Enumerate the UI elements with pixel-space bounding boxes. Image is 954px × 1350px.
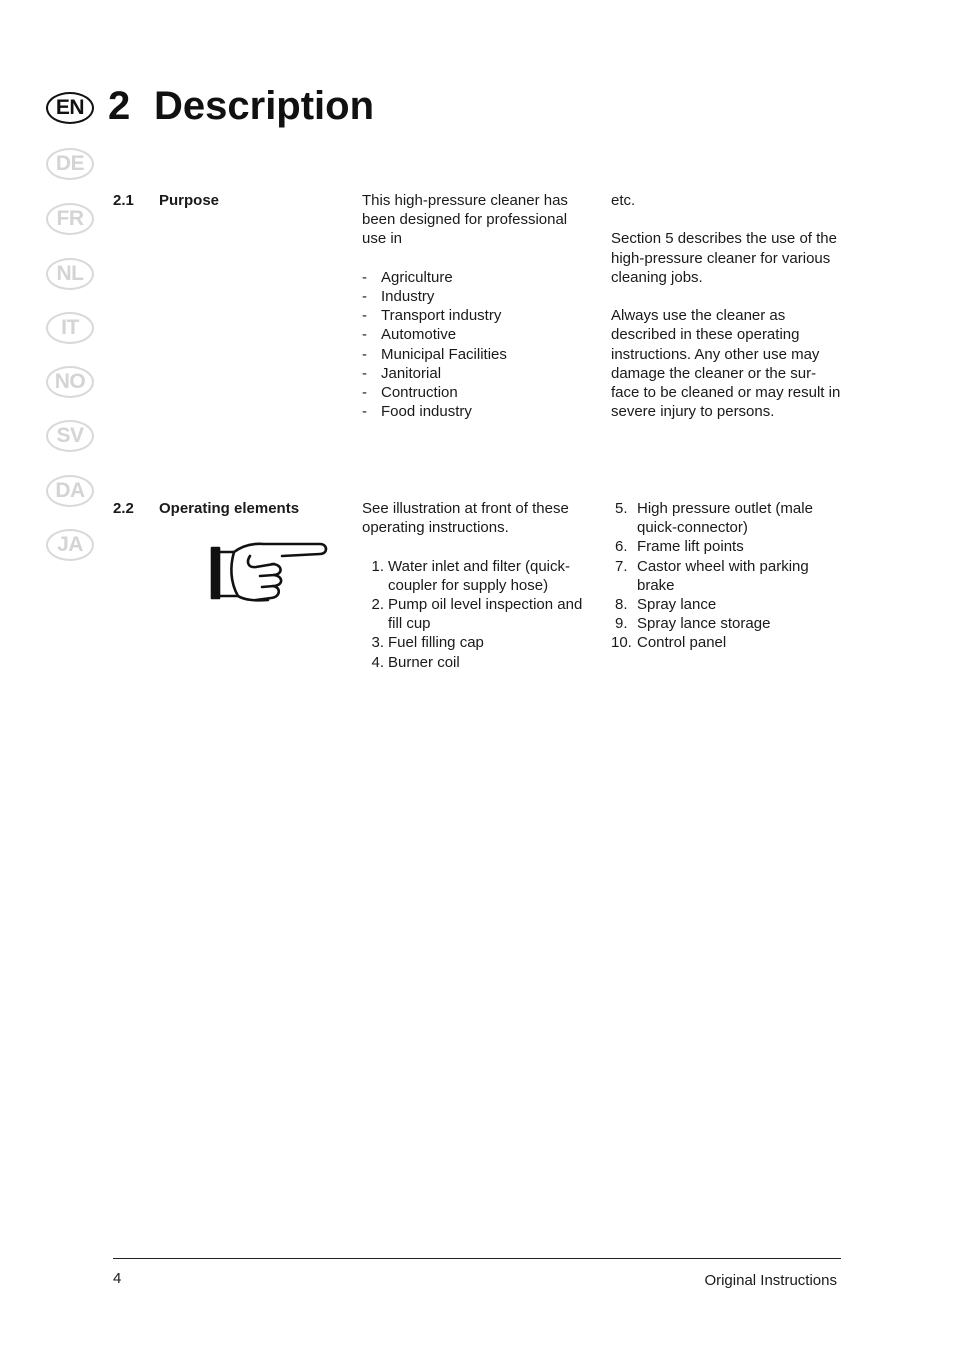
pointing-hand-icon: [210, 540, 332, 604]
list-item-text: Water inlet and filter (quick-coupler for supply hose): [388, 557, 571, 594]
lang-tab-nl[interactable]: NL: [46, 258, 94, 290]
page-title: [108, 84, 374, 129]
footer-text: Original Instructions: [704, 1272, 837, 1289]
list-item: [362, 633, 594, 652]
list-item-number: 5.: [615, 500, 628, 517]
list-item: [611, 633, 843, 652]
section-number: 2.1: [113, 192, 134, 209]
list-item-text: Spray lance storage: [637, 615, 771, 633]
list-item-text: Castor wheel with parking brake: [637, 557, 809, 594]
section-number: 2.2: [113, 500, 134, 517]
chapter-number: 2: [108, 84, 131, 128]
list-item-text: High pressure outlet (male quick-connector): [637, 500, 813, 537]
list-item: - Transport industry: [362, 306, 594, 325]
page-number: 4: [113, 1270, 122, 1287]
purpose-paragraph-section5: Section 5 describes the use of the high-pressure cleaner for various cleaning jobs.: [611, 230, 837, 286]
lang-tab-ja[interactable]: JA: [46, 529, 94, 561]
uses-list: [362, 268, 594, 422]
list-item: - Contruction: [362, 383, 594, 402]
list-item: [611, 595, 843, 614]
footer-divider: [113, 1258, 841, 1259]
list-item-number: 6.: [615, 538, 628, 556]
lang-tab-en[interactable]: EN: [46, 92, 94, 124]
list-item-text: Control panel: [637, 634, 727, 652]
list-item: [611, 537, 843, 556]
list-item-text: Pump oil level inspection and fill cup: [388, 596, 583, 633]
list-item: [362, 595, 594, 633]
list-item: [611, 499, 843, 537]
list-item: - Agriculture: [362, 268, 594, 287]
section-title-operating-elements: Operating elements: [159, 500, 300, 517]
purpose-column-right: [611, 191, 843, 421]
lang-tab-no[interactable]: NO: [46, 366, 94, 398]
operating-elements-list-left: [362, 557, 594, 672]
list-item-text: Fuel filling cap: [388, 634, 484, 652]
list-item-text: Frame lift points: [637, 538, 744, 556]
list-item-number: 8.: [615, 596, 628, 614]
lang-tab-fr[interactable]: FR: [46, 203, 94, 235]
list-item: [362, 653, 594, 672]
list-item-text: Burner coil: [388, 653, 460, 671]
operating-elements-column-right: [611, 499, 843, 653]
list-item: - Automotive: [362, 325, 594, 344]
list-item: - Municipal Facilities: [362, 345, 594, 364]
list-item: - Industry: [362, 287, 594, 306]
list-item-text: Spray lance: [637, 596, 717, 614]
lang-tab-sv[interactable]: SV: [46, 420, 94, 452]
lang-tab-it[interactable]: IT: [46, 312, 94, 344]
operating-elements-list-right: [611, 499, 843, 653]
list-item-number: 2.: [371, 596, 384, 613]
list-item: [362, 557, 594, 595]
list-item: [611, 557, 843, 595]
purpose-intro: This high-pressure cleaner has been designed for professional use in: [362, 192, 568, 248]
list-item: - Janitorial: [362, 364, 594, 383]
lang-tab-da[interactable]: DA: [46, 475, 94, 507]
operating-elements-intro: See illustration at front of these operating instructions.: [362, 500, 569, 537]
list-item-number: 4.: [371, 653, 384, 671]
purpose-etc: etc.: [611, 192, 636, 209]
list-item-number: 9.: [615, 615, 628, 633]
operating-elements-column-left: [362, 499, 594, 672]
purpose-column-left: [362, 191, 594, 421]
chapter-title: Description: [154, 84, 375, 128]
list-item: - Food industry: [362, 402, 594, 421]
lang-tab-de[interactable]: DE: [46, 148, 94, 180]
purpose-paragraph-warning: Always use the cleaner as described in these operating instructions. Any other use may damage the cleaner or the sur-face to be cleaned or may result in severe injury to persons.: [611, 307, 841, 421]
list-item-number: 10.: [611, 634, 632, 652]
list-item-number: 1.: [371, 557, 384, 575]
list-item: [611, 614, 843, 633]
list-item-number: 3.: [371, 634, 384, 652]
list-item-number: 7.: [615, 557, 628, 575]
section-title-purpose: Purpose: [159, 192, 220, 209]
